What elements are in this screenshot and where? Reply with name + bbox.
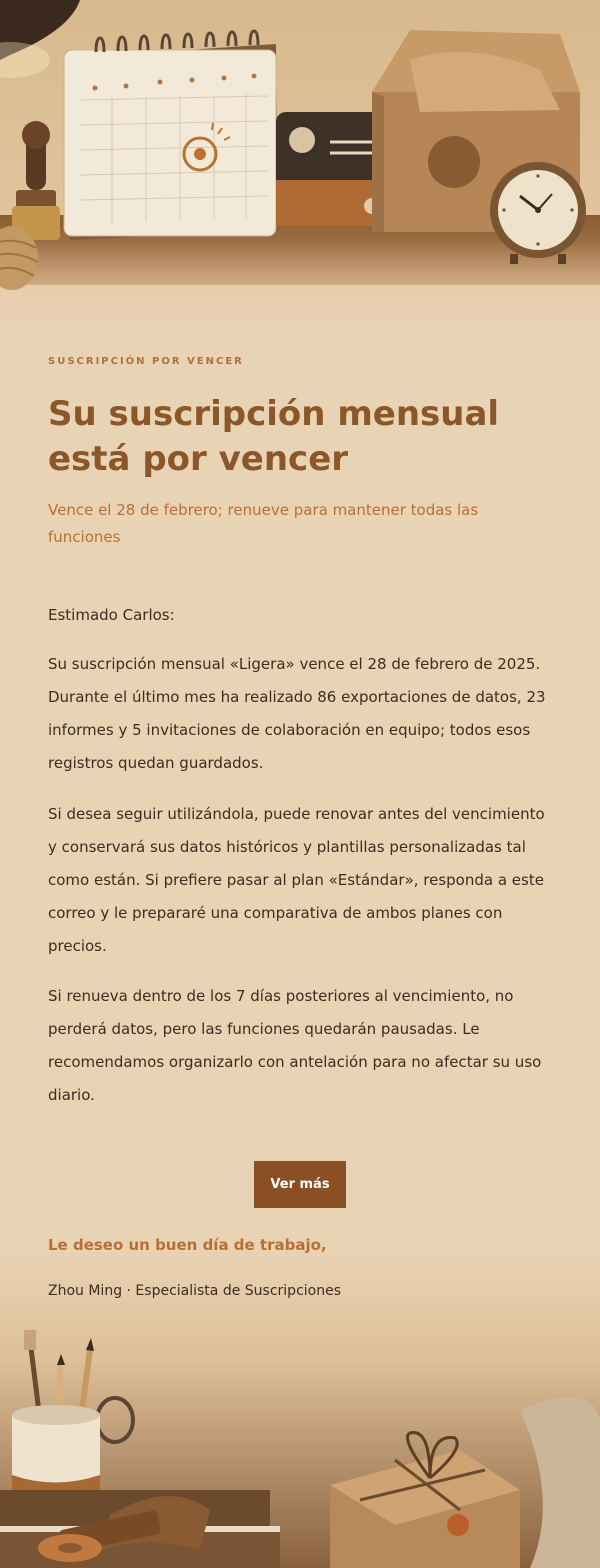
body-paragraph: Si desea seguir utilizándola, puede renovar antes del vencimiento y conservará sus datos históricos y plantillas personalizadas tal como están. Si prefiere pasar al plan «Estándar», responda a este correo y le prepararé una comparativa de ambos planes con precios. — [48, 805, 545, 955]
subheadline: Vence el 28 de febrero; renueve para mantener todas las funciones — [48, 501, 479, 546]
calendar-icon — [64, 31, 278, 240]
eyebrow-label: SUSCRIPCIÓN POR VENCER — [48, 356, 244, 367]
greeting: Estimado Carlos: — [48, 606, 175, 624]
ver-mas-button[interactable]: Ver más — [254, 1161, 346, 1208]
signoff: Le deseo un buen día de trabajo, — [48, 1236, 327, 1254]
hero-illustration — [0, 0, 600, 340]
books-icon — [0, 1490, 280, 1568]
body-paragraph: Su suscripción mensual «Ligera» vence el 28 de febrero de 2025. Durante el último mes ha realizado 86 exportaciones de datos, 23 informes y 5 invitaciones de colaboración en equipo; todos esos registros quedan guardados. — [48, 655, 546, 772]
signature: Zhou Ming · Especialista de Suscripciones — [48, 1283, 341, 1299]
body-paragraph: Si renueva dentro de los 7 días posteriores al vencimiento, no perderá datos, pero las funciones quedarán pausadas. Le recomendamos organizarlo con antelación para no afectar su uso diario. — [48, 987, 542, 1104]
headline: Su suscripción mensual está por vencer — [48, 394, 500, 479]
